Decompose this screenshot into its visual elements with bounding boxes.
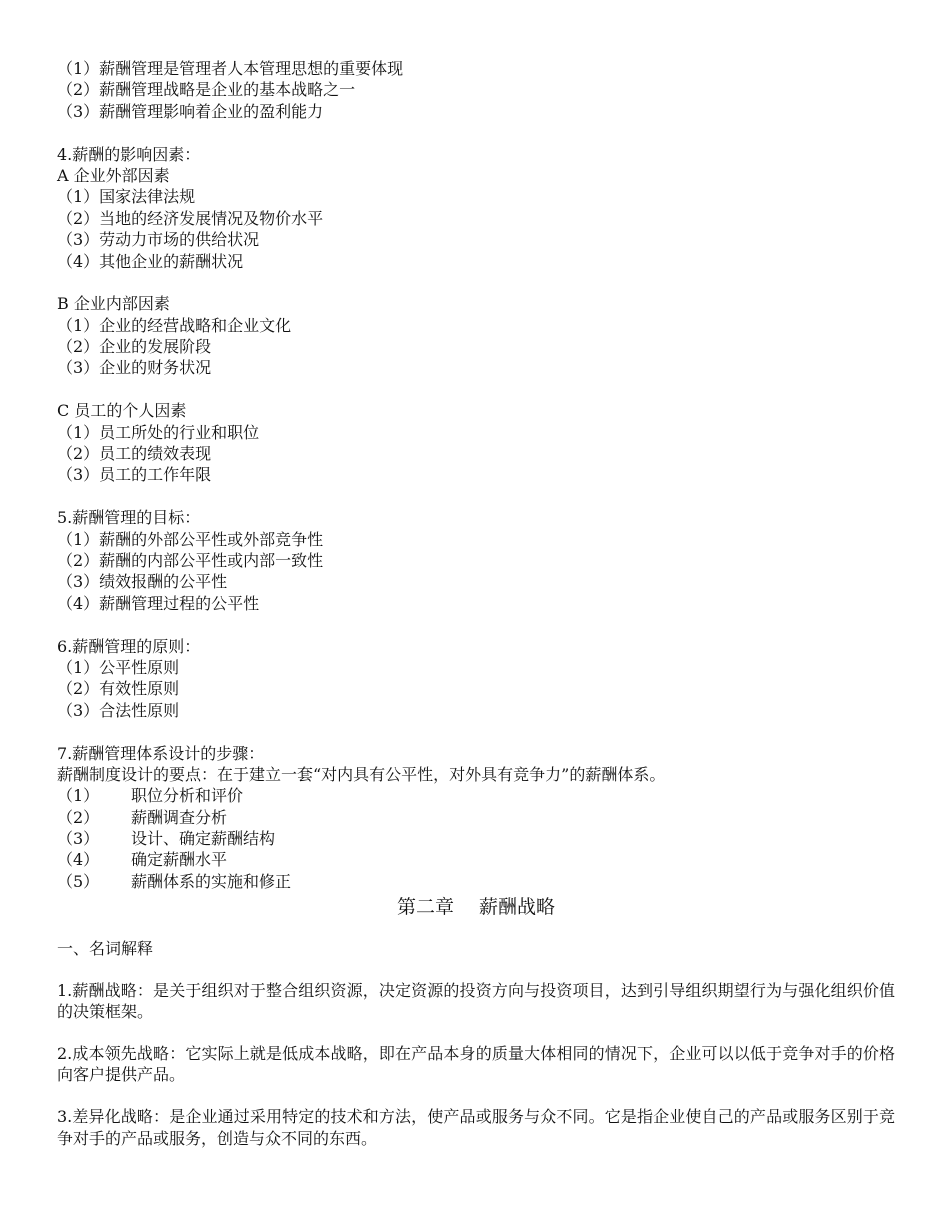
step-item	[57, 849, 895, 870]
intro-list	[57, 58, 895, 122]
section-heading: 6.薪酬管理的原则：	[57, 636, 201, 656]
step-number: （2）	[57, 807, 100, 827]
section-heading: 5.薪酬管理的目标：	[57, 508, 201, 528]
group-title: B 企业内部因素	[57, 294, 170, 314]
step-text: 薪酬体系的实施和修正	[131, 871, 292, 891]
step-text: 薪酬调查分析	[131, 807, 228, 827]
step-text: 确定薪酬水平	[131, 850, 228, 870]
step-item	[57, 807, 895, 828]
list-item: （1）薪酬的外部公平性或外部竞争性	[57, 529, 324, 549]
list-item: （4）薪酬管理过程的公平性	[57, 593, 260, 613]
term-definition: 1.薪酬战略：是关于组织对于整合组织资源，决定资源的投资方向与投资项目，达到引导组织期望行为与强化组织价值的决策框架。	[57, 980, 895, 1022]
step-text: 职位分析和评价	[131, 786, 244, 806]
list-item: （2）薪酬管理战略是企业的基本战略之一	[57, 80, 356, 100]
list-item: （2）员工的绩效表现	[57, 444, 212, 464]
group-title: A 企业外部因素	[57, 165, 170, 185]
list-item: （2）薪酬的内部公平性或内部一致性	[57, 550, 324, 570]
section-heading: 7.薪酬管理体系设计的步骤：	[57, 743, 265, 763]
step-text: 设计、确定薪酬结构	[131, 829, 276, 849]
list-item: （1）员工所处的行业和职位	[57, 422, 260, 442]
list-item: （3）绩效报酬的公平性	[57, 572, 228, 592]
group-title: C 员工的个人因素	[57, 401, 187, 421]
term-definition: 3.差异化战略：是企业通过采用特定的技术和方法，使产品或服务与众不同。它是指企业使自己的产品或服务区别于竞争对手的产品或服务，创造与众不同的东西。	[57, 1107, 895, 1148]
list-item: （3）员工的工作年限	[57, 465, 212, 485]
step-item	[57, 828, 895, 849]
step-number: （1）	[57, 786, 100, 806]
list-item: （2）有效性原则	[57, 679, 180, 699]
factors-section	[57, 144, 895, 486]
design-section	[57, 743, 895, 893]
list-item: （4）其他企业的薪酬状况	[57, 251, 244, 271]
list-item: （1）公平性原则	[57, 657, 180, 677]
section-heading: 一、名词解释	[57, 939, 154, 959]
step-item	[57, 785, 895, 806]
section-heading: 4.薪酬的影响因素：	[57, 144, 201, 164]
list-item: （3）薪酬管理影响着企业的盈利能力	[57, 101, 324, 121]
list-item: （1）国家法律法规	[57, 187, 196, 207]
chapter-title: 第二章 薪酬战略	[396, 896, 556, 919]
step-number: （5）	[57, 871, 100, 891]
principles-section	[57, 636, 895, 722]
list-item: （3）企业的财务状况	[57, 358, 212, 378]
step-item	[57, 871, 895, 892]
term-definition: 2.成本领先战略：它实际上就是低成本战略，即在产品本身的质量大体相同的情况下，企业可以以低于竞争对手的价格向客户提供产品。	[57, 1043, 895, 1085]
step-number: （4）	[57, 850, 100, 870]
list-item: （1）企业的经营战略和企业文化	[57, 315, 292, 335]
list-item: （3）合法性原则	[57, 700, 180, 720]
goals-section	[57, 507, 895, 614]
list-item: （1）薪酬管理是管理者人本管理思想的重要体现	[57, 59, 404, 78]
document-page	[57, 58, 895, 1149]
list-item: （3）劳动力市场的供给状况	[57, 230, 260, 250]
key-point: 薪酬制度设计的要点：在于建立一套“对内具有公平性，对外具有竞争力”的薪酬体系。	[57, 764, 666, 784]
step-number: （3）	[57, 829, 100, 849]
list-item: （2）企业的发展阶段	[57, 337, 212, 357]
list-item: （2）当地的经济发展情况及物价水平	[57, 208, 324, 228]
